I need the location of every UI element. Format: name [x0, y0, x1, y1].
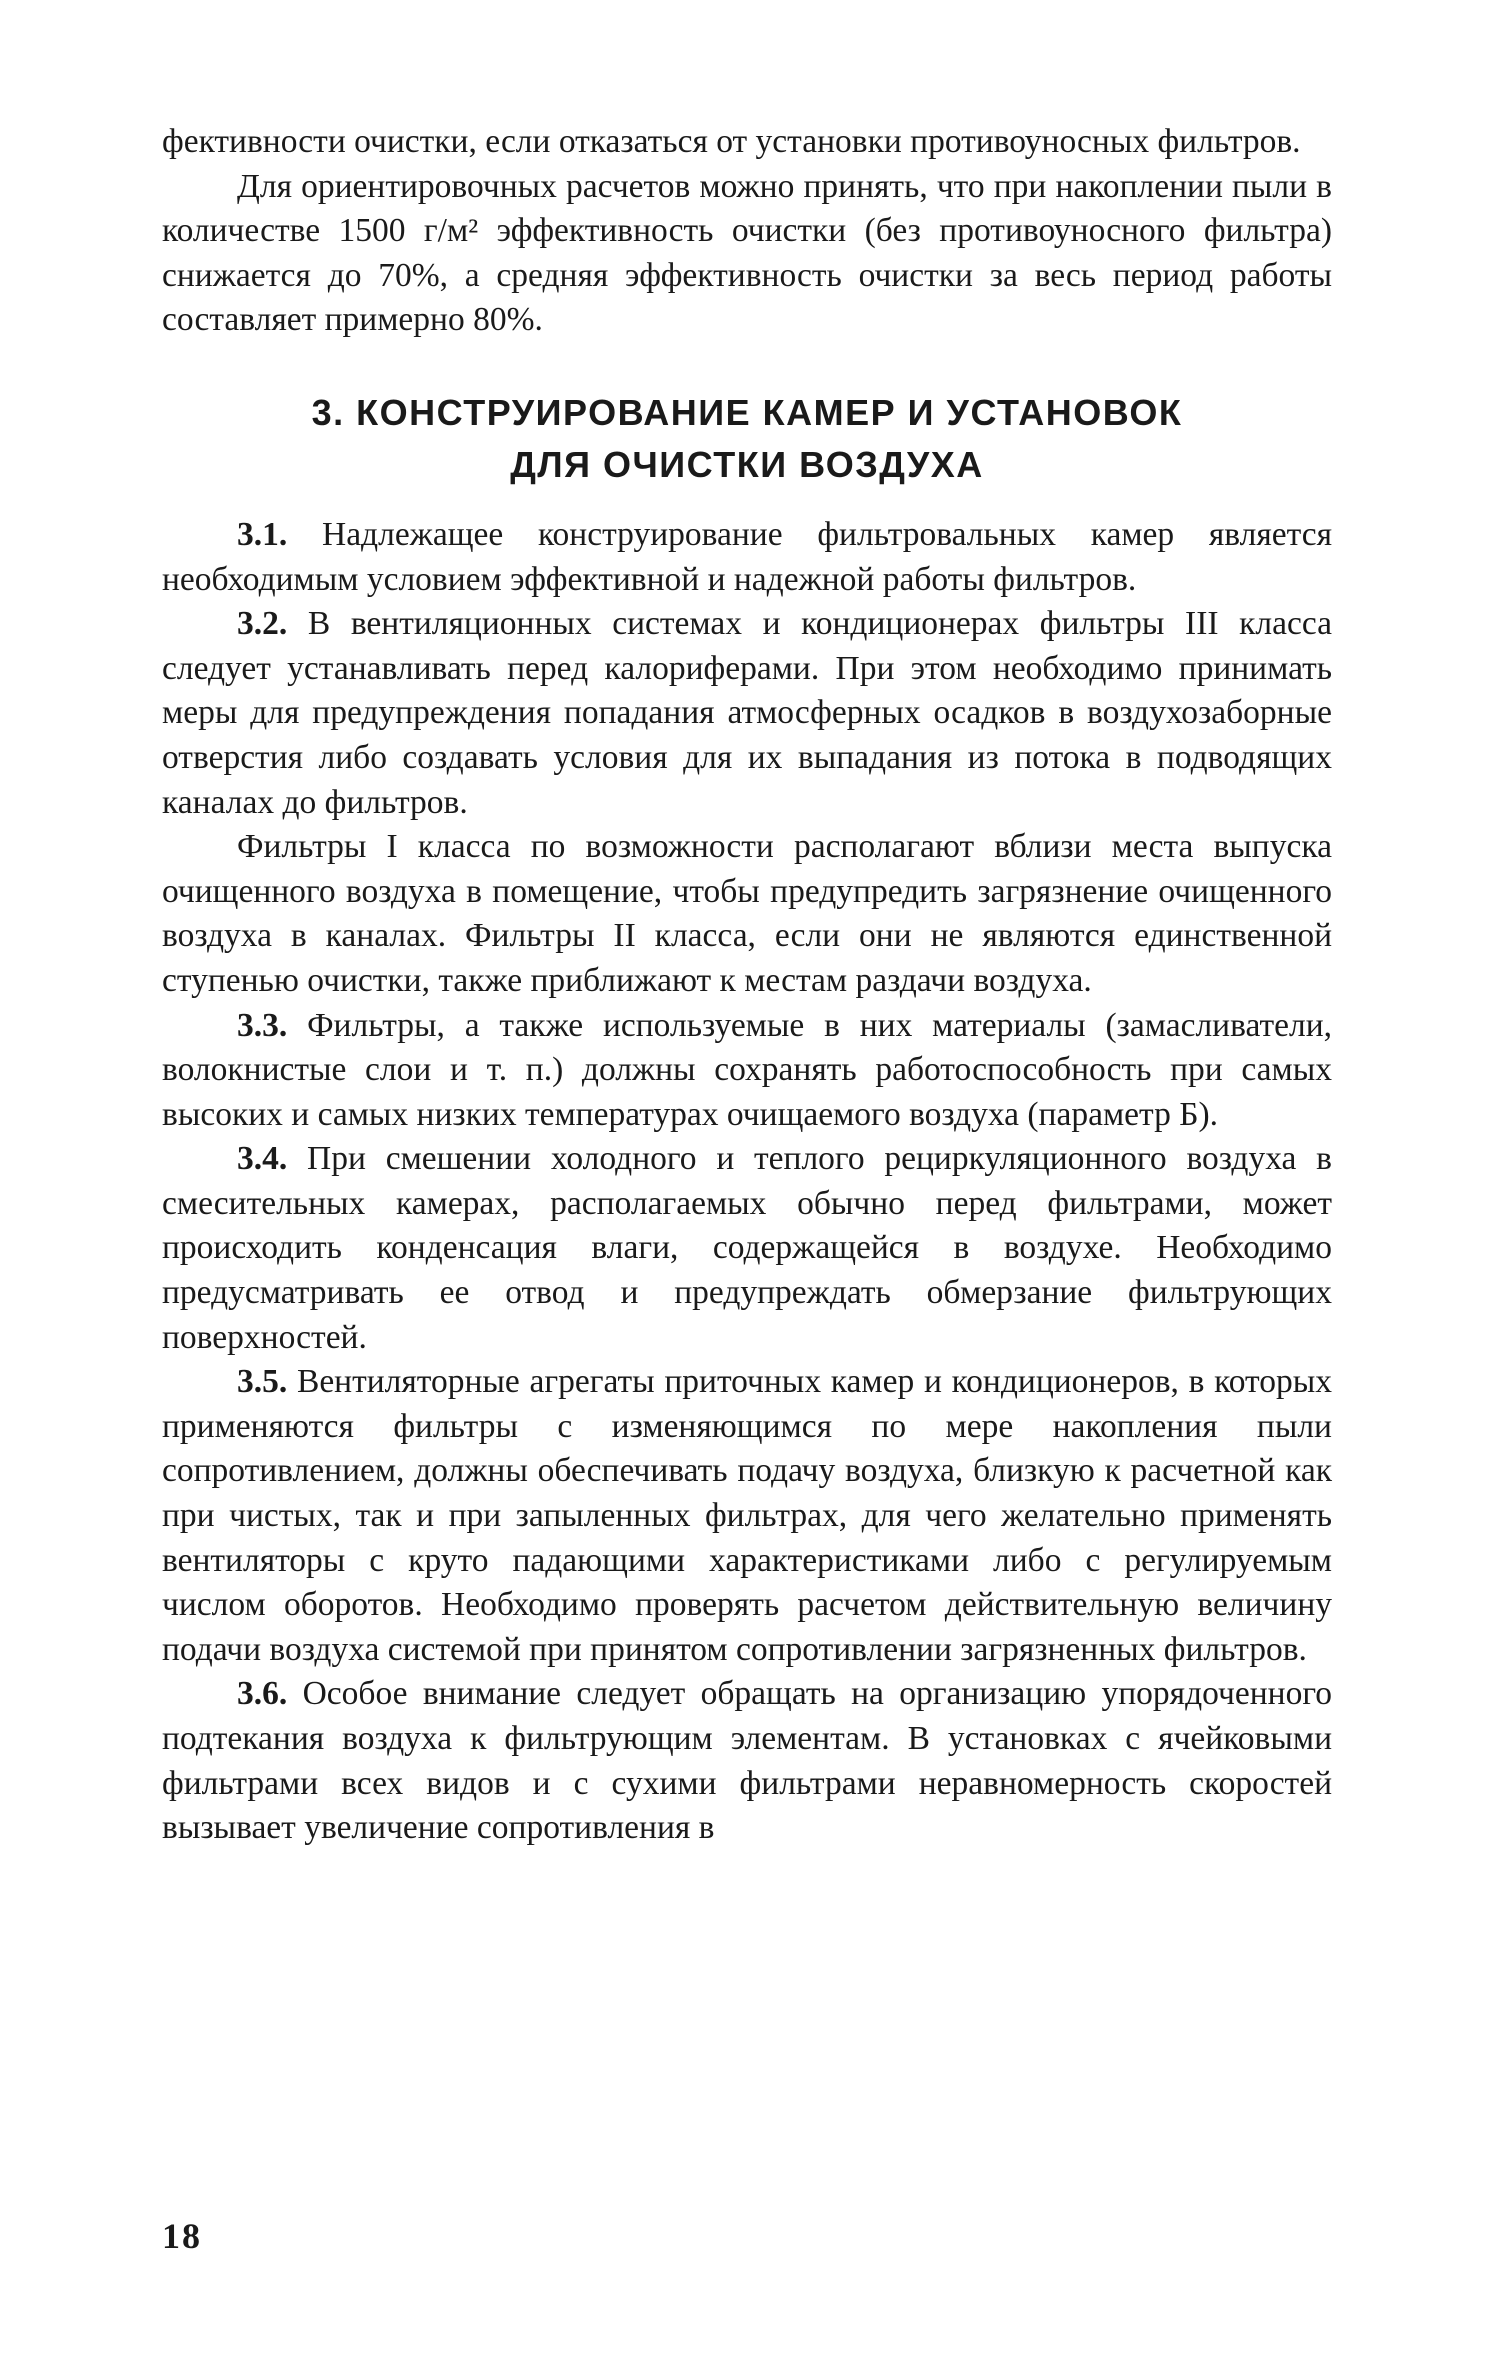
clause-text: Вентиляторные агрегаты приточных камер и кондиционеров, в которых применяются фильтры с изменяющимся по мере накопления пыли сопротивлением, должны обеспечивать подачу воздуха, близкую к расчетной как при чистых, так и при запыленных фильтрах, для чего желательно применять вентиляторы с круто падающими характеристиками либо с регулируемым числом оборотов. Необходимо проверять расчетом действительную величину подачи воздуха системой при принятом сопротивлении загрязненных фильтров. [162, 1363, 1332, 1668]
clause-3-3 [162, 1004, 1332, 1138]
clause-3-4 [162, 1137, 1332, 1360]
intro-paragraph-2: Для ориентировочных расчетов можно принять, что при накоплении пыли в количестве 1500 г/м² эффективность очистки (без противоуносного фильтра) снижается до 70%, а средняя эффективность очистки за весь период работы составляет примерно 80%. [162, 167, 1332, 339]
clause-number: 3.5. [237, 1363, 288, 1401]
clause-number: 3.2. [237, 605, 288, 643]
clause-text: Фильтры, а также используемые в них материалы (замасливатели, волокнистые слои и т. п.) должны сохранять работоспособность при самых высоких и самых низких температурах очищаемого воздуха (параметр Б). [162, 1006, 1333, 1133]
clause-3-6 [162, 1672, 1332, 1850]
clause-text: Фильтры I класса по возможности располагают вблизи места выпуска очищенного воздуха в помещение, чтобы предупредить загрязнение очищенного воздуха в каналах. Фильтры II класса, если они не являются единственной ступенью очистки, также приближают к местам раздачи воздуха. [162, 828, 1332, 999]
clause-3-1 [162, 513, 1332, 602]
clause-text: Особое внимание следует обращать на организацию упорядоченного подтекания воздуха к фильтрующим элементам. В установках с ячейковыми фильтрами всех видов и с сухими фильтрами неравномерность скоростей вызывает увеличение сопротивления в [162, 1675, 1332, 1847]
section-heading [162, 387, 1332, 491]
clause-number: 3.1. [237, 515, 288, 553]
page-number: 18 [162, 2216, 202, 2256]
clause-3-2 [162, 602, 1332, 825]
clause-text: В вентиляционных системах и кондиционерах фильтры III класса следует устанавливать перед калориферами. При этом необходимо принимать меры для предупреждения попадания атмосферных осадков в воздухозаборные отверстия либо создавать условия для их выпадания из потока в подводящих каналах до фильтров. [162, 605, 1332, 821]
intro-paragraph-1: фективности очистки, если отказаться от установки противоуносных фильтров. [162, 123, 1301, 160]
clause-number: 3.4. [237, 1140, 288, 1178]
clause-3-2-continued [162, 825, 1332, 1003]
clause-number: 3.6. [237, 1675, 288, 1713]
clause-3-5 [162, 1360, 1332, 1672]
clause-number: 3.3. [237, 1006, 288, 1044]
clause-text: Надлежащее конструирование фильтровальных камер является необходимым условием эффективной и надежной работы фильтров. [162, 515, 1332, 598]
section-heading-line-2: ДЛЯ ОЧИСТКИ ВОЗДУХА [510, 443, 984, 485]
clause-text: При смешении холодного и теплого рециркуляционного воздуха в смесительных камерах, располагаемых обычно перед фильтрами, может происходить конденсация влаги, содержащейся в воздухе. Необходимо предусматривать ее отвод и предупреждать обмерзание фильтрующих поверхностей. [162, 1140, 1333, 1356]
section-heading-line-1: 3. КОНСТРУИРОВАНИЕ КАМЕР И УСТАНОВОК [311, 391, 1183, 433]
page-body [162, 120, 1332, 1851]
